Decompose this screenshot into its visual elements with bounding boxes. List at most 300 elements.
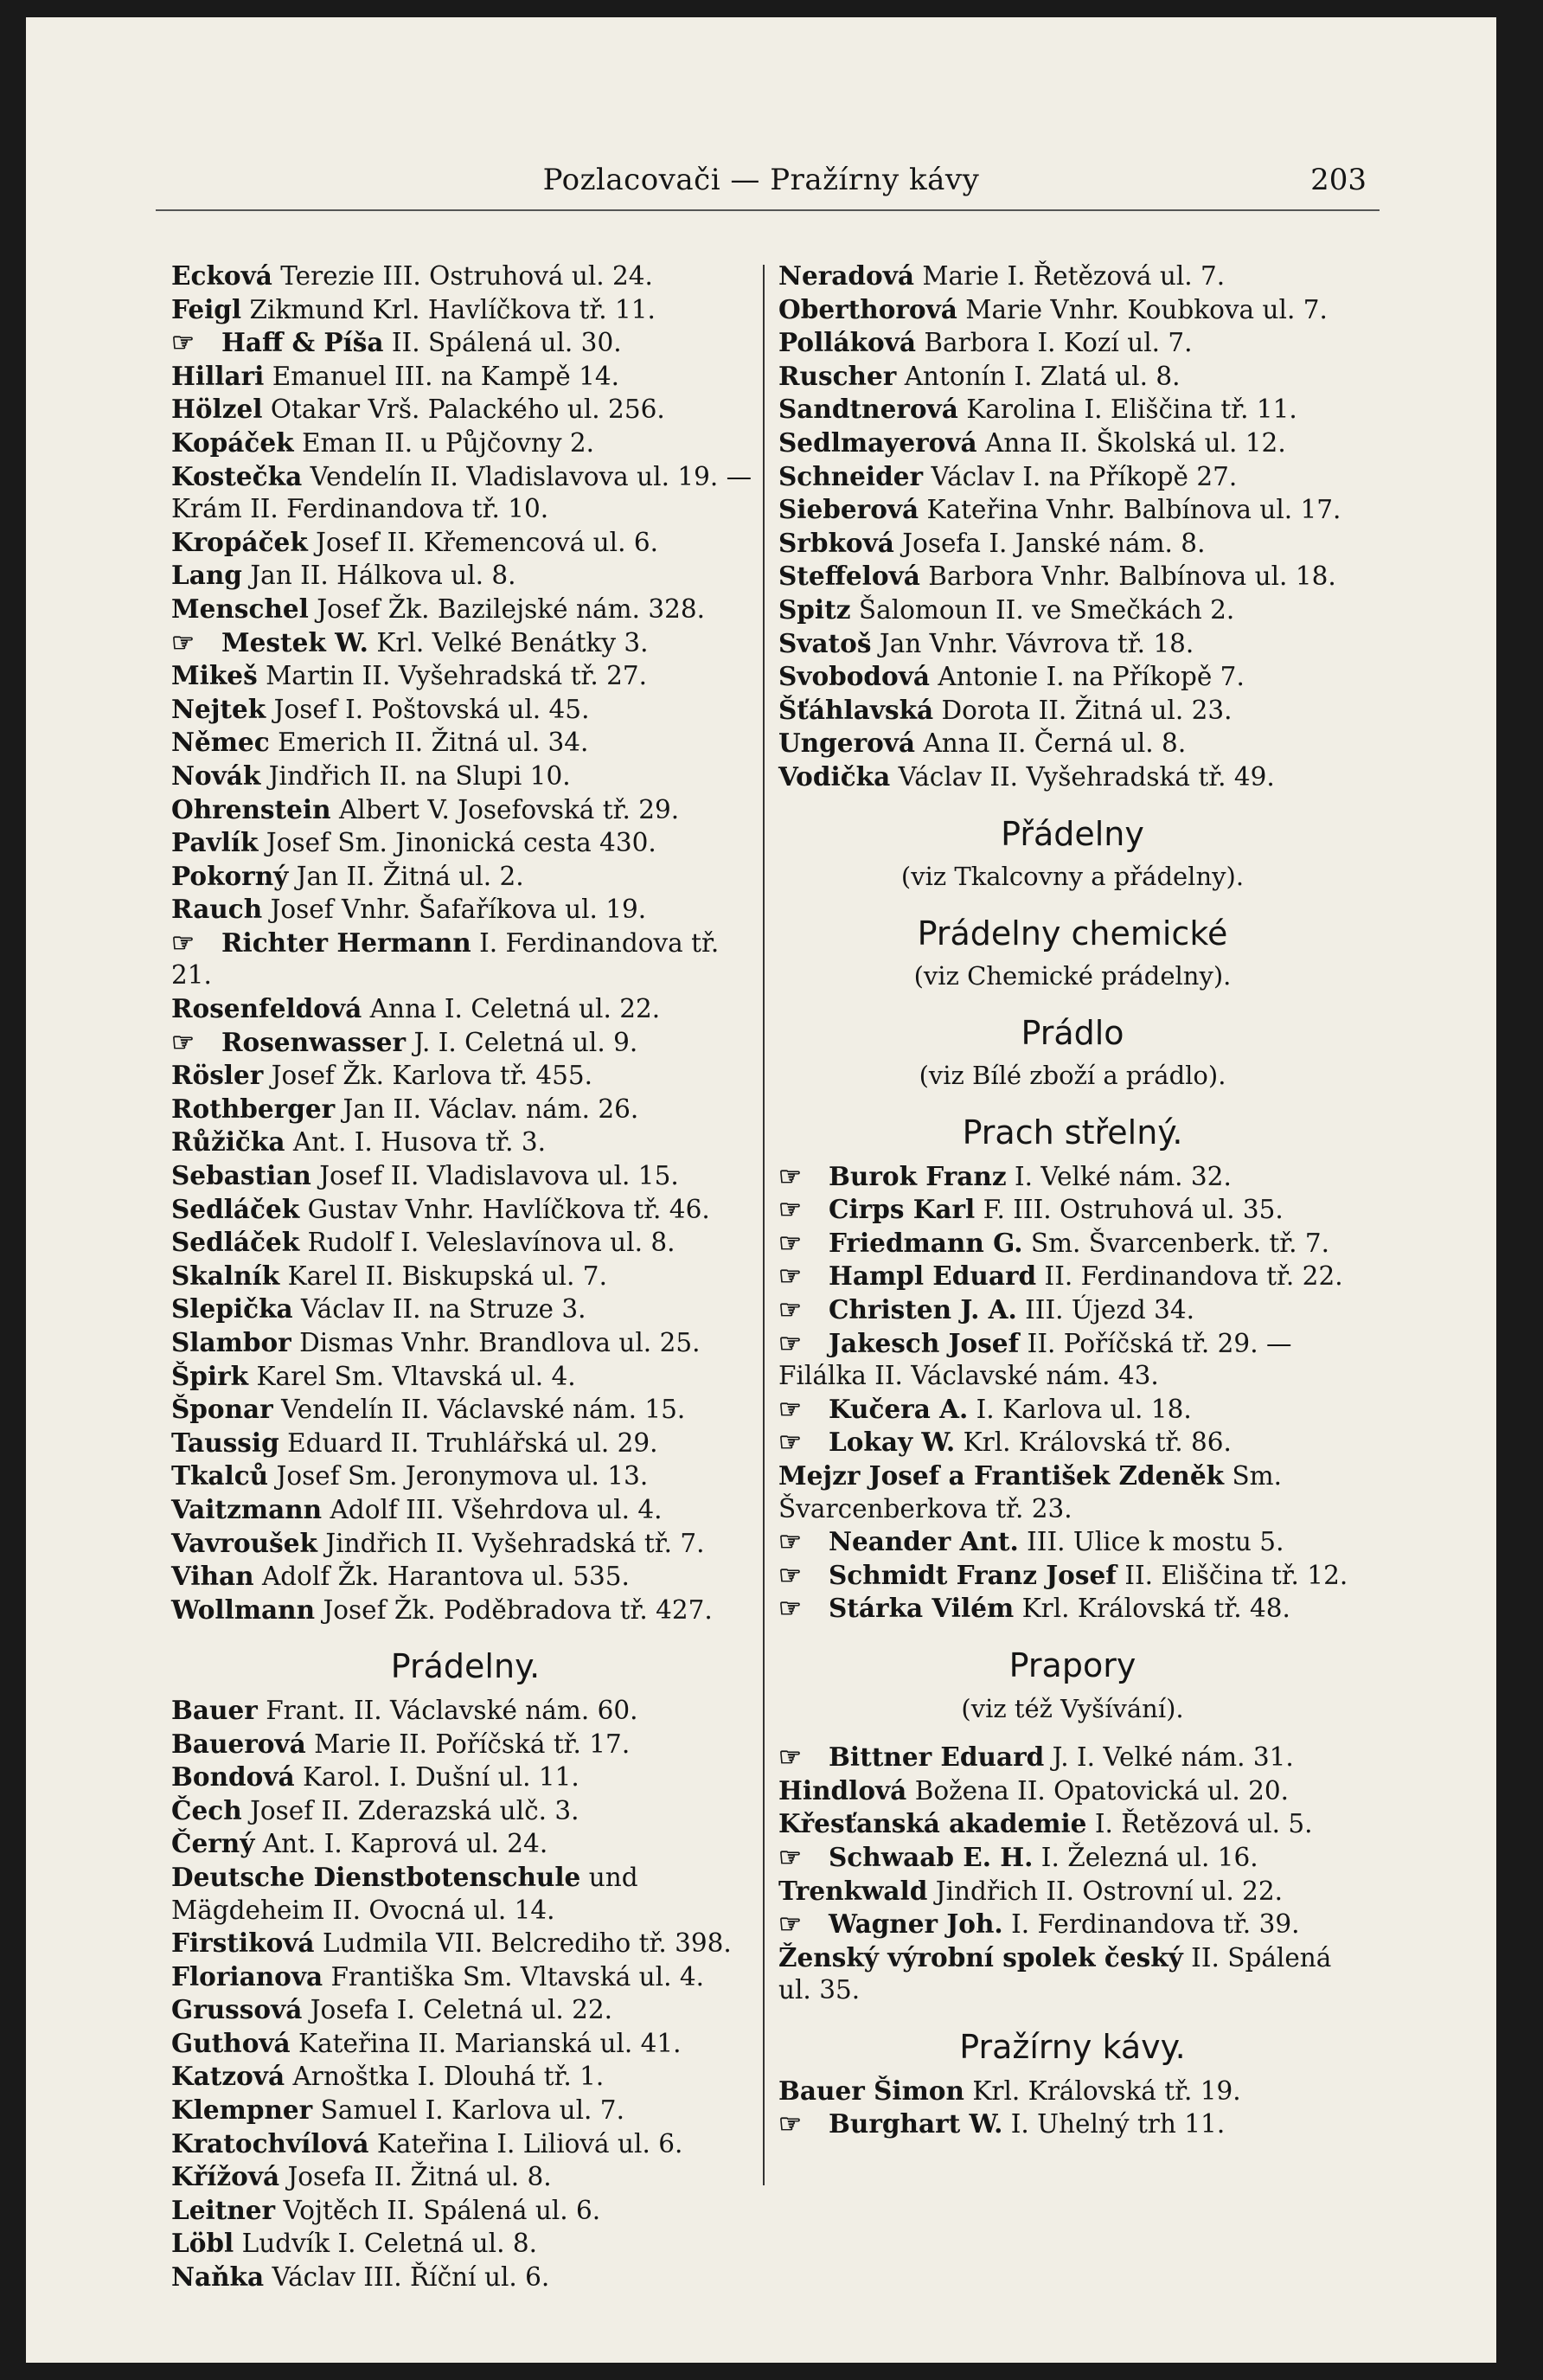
directory-entry: [778, 1459, 1367, 1525]
directory-entry: [171, 2127, 759, 2161]
entry-address: Marie I. Řetězová ul. 7.: [922, 261, 1226, 291]
entry-address: J. I. Celetná ul. 9.: [413, 1027, 638, 1057]
entry-address: Frant. II. Václavské nám. 60.: [266, 1695, 638, 1725]
entry-address: Karel Sm. Vltavská ul. 4.: [256, 1361, 576, 1391]
entry-address: Josef II. Vladislavova ul. 15.: [319, 1161, 679, 1191]
entry-name: Bauer: [171, 1694, 258, 1725]
section-heading-flags: Prapory: [1008, 1645, 1136, 1684]
entry-name: Růžička: [171, 1126, 285, 1158]
entry-name: Firstiková: [171, 1928, 315, 1959]
entry-address: I. Uhelný trh 11.: [1010, 2109, 1226, 2139]
entry-address: I. Velké nám. 32.: [1014, 1161, 1232, 1191]
entry-name: Burghart W.: [829, 2108, 1003, 2139]
entry-name: Sedlmayerová: [778, 427, 977, 458]
directory-entry: [171, 2160, 759, 2194]
entry-name: Katzová: [171, 2061, 285, 2092]
entry-name: Vodička: [778, 760, 891, 792]
entry-address: Ant. I. Kaprová ul. 24.: [262, 1829, 548, 1859]
pointing-hand-icon: ☞: [778, 1560, 802, 1591]
entry-address: III. Újezd 34.: [1025, 1295, 1195, 1325]
directory-entry: [778, 760, 1367, 794]
directory-entry: [778, 1875, 1367, 1908]
directory-entry: [171, 693, 759, 727]
section-note: (viz Bílé zboží a prádlo).: [919, 1061, 1226, 1091]
entry-name: Sedláček: [171, 1227, 300, 1258]
directory-entry: [171, 1960, 759, 1994]
directory-entry: [778, 1193, 1367, 1227]
entry-name: Hindlová: [778, 1774, 907, 1806]
entry-name: Mejzr Josef a František Zdeněk: [778, 1460, 1225, 1491]
entry-name: Christen J. A.: [829, 1294, 1017, 1325]
pointing-hand-icon: ☞: [171, 627, 195, 658]
entry-name: Friedmann G.: [829, 1227, 1023, 1258]
entry-name: Nejtek: [171, 693, 266, 724]
entry-name: Vihan: [171, 1561, 254, 1592]
header-rule: [156, 209, 1380, 211]
entry-address: Vojtěch II. Spálená ul. 6.: [283, 2195, 601, 2225]
entry-name: Haff & Píša: [221, 327, 384, 358]
entry-address: II. Spálená ul. 35.: [778, 1942, 1332, 2005]
entry-name: Ohrenstein: [171, 793, 331, 824]
entry-name: Feigl: [171, 293, 242, 324]
entry-name: Kropáček: [171, 526, 308, 557]
entry-list: [778, 1741, 1367, 2007]
entry-name: Neradová: [778, 260, 914, 291]
directory-entry: [171, 626, 759, 660]
entry-address: Josefa II. Žitná ul. 8.: [287, 2162, 552, 2192]
directory-entry: [171, 1493, 759, 1527]
page-number: 203: [1310, 163, 1367, 197]
entry-name: Stárka Vilém: [829, 1593, 1015, 1624]
entry-address: Eman II. u Půjčovny 2.: [301, 427, 595, 458]
directory-entry: [171, 1527, 759, 1561]
entry-name: Pavlík: [171, 827, 259, 858]
entry-address: Josef II. Křemencová ul. 6.: [316, 527, 658, 557]
entry-address: Kateřina Vnhr. Balbínova ul. 17.: [926, 495, 1341, 525]
entry-name: Ženský výrobní spolek český: [778, 1941, 1183, 1973]
section-note: (viz Tkalcovny a přádelny).: [900, 862, 1245, 892]
entry-name: Ungerová: [778, 728, 916, 759]
directory-entry: [778, 1426, 1367, 1459]
entry-name: Vavroušek: [171, 1527, 317, 1558]
entry-address: Emerich II. Žitná ul. 34.: [278, 728, 589, 758]
entry-address: Barbora I. Kozí ul. 7.: [924, 328, 1193, 358]
entry-name: Hillari: [171, 360, 265, 391]
entry-name: Jakesch Josef: [829, 1327, 1020, 1358]
entry-name: Tkalců: [171, 1460, 269, 1492]
directory-entry: [778, 460, 1367, 494]
entry-name: Kopáček: [171, 427, 294, 458]
entry-address: Otakar Vrš. Palackého ul. 256.: [270, 395, 665, 425]
entry-name: Sandtnerová: [778, 394, 958, 425]
directory-entry: [171, 360, 759, 394]
entry-name: Lang: [171, 560, 242, 591]
directory-entry: [171, 1560, 759, 1594]
directory-entry: [778, 1227, 1367, 1261]
entry-name: Schwaab E. H.: [829, 1841, 1034, 1872]
entry-name: Klempner: [171, 2095, 313, 2126]
entry-address: Albert V. Josefovská tř. 29.: [338, 794, 680, 824]
pointing-hand-icon: ☞: [171, 328, 195, 359]
directory-entry: [171, 992, 759, 1026]
pointing-hand-icon: ☞: [778, 1328, 802, 1359]
entry-address: Ant. I. Husova tř. 3.: [292, 1127, 547, 1158]
entry-name: Rothberger: [171, 1093, 336, 1124]
directory-entry: [171, 1126, 759, 1159]
entry-address: Karol. I. Dušní ul. 11.: [303, 1762, 579, 1793]
entry-address: Adolf Žk. Harantova ul. 535.: [261, 1562, 630, 1592]
entry-address: Krl. Velké Benátky 3.: [376, 627, 649, 658]
entry-address: Eduard II. Truhlářská ul. 29.: [287, 1427, 658, 1458]
entry-name: Ecková: [171, 260, 272, 291]
directory-entry: [778, 1807, 1367, 1841]
entry-name: Schneider: [778, 460, 924, 491]
entry-name: Neander Ant.: [829, 1526, 1019, 1557]
page-header: [26, 163, 1496, 206]
entry-name: Bondová: [171, 1761, 295, 1793]
directory-entry: [778, 560, 1367, 593]
entry-name: Slepička: [171, 1293, 293, 1325]
directory-entry: [778, 660, 1367, 694]
directory-entry: [778, 627, 1367, 661]
directory-entry: [171, 2027, 759, 2061]
section-heading-gunpowder: Prach střelný.: [962, 1113, 1183, 1152]
entry-name: Hölzel: [171, 394, 263, 425]
pointing-hand-icon: ☞: [778, 1295, 802, 1326]
entry-address: Václav II. Vyšehradská tř. 49.: [898, 761, 1275, 792]
entry-address: Terezie III. Ostruhová ul. 24.: [280, 261, 653, 291]
entry-address: II. Eliščina tř. 12.: [1124, 1560, 1348, 1590]
entry-address: I. Železná ul. 16.: [1040, 1842, 1258, 1872]
entry-name: Cirps Karl: [829, 1194, 976, 1225]
directory-entry: [171, 526, 759, 560]
directory-entry: [171, 1293, 759, 1326]
entry-address: Václav I. na Příkopě 27.: [931, 461, 1238, 491]
entry-address: Karel II. Biskupská ul. 7.: [287, 1261, 607, 1291]
directory-entry: [171, 1360, 759, 1394]
entry-address: Dorota II. Žitná ul. 23.: [941, 695, 1232, 725]
entry-name: Kučera A.: [829, 1393, 969, 1424]
directory-entry: [778, 1393, 1367, 1427]
entry-name: Oberthorová: [778, 293, 957, 324]
entry-address: Barbora Vnhr. Balbínova ul. 18.: [928, 561, 1336, 592]
left-column: [171, 260, 759, 2294]
directory-entry: [171, 393, 759, 427]
directory-entry: [171, 1427, 759, 1460]
entry-address: Ludmila VII. Belcrediho tř. 398.: [322, 1928, 732, 1959]
entry-address: Václav II. na Struze 3.: [301, 1294, 586, 1325]
entry-name: Rosenfeldová: [171, 993, 362, 1024]
pointing-hand-icon: ☞: [171, 1027, 195, 1058]
pointing-hand-icon: ☞: [778, 1909, 802, 1941]
entry-address: F. III. Ostruhová ul. 35.: [983, 1195, 1284, 1225]
directory-entry: [171, 1861, 759, 1927]
directory-entry: [171, 760, 759, 793]
entry-name: Sedláček: [171, 1193, 300, 1224]
entry-name: Rosenwasser: [221, 1026, 407, 1057]
directory-entry: [778, 1525, 1367, 1559]
entry-address: II. Spálená ul. 30.: [391, 328, 622, 358]
directory-entry: [171, 293, 759, 327]
entry-address: Krl. Královská tř. 86.: [963, 1427, 1232, 1458]
entry-name: Bauer Šimon: [778, 2075, 964, 2106]
entry-address: Jindřich II. Vyšehradská tř. 7.: [325, 1528, 705, 1558]
entry-address: Rudolf I. Veleslavínova ul. 8.: [307, 1228, 675, 1258]
directory-entry: [171, 1226, 759, 1260]
entry-address: Adolf III. Všehrdova ul. 4.: [330, 1494, 663, 1524]
entry-address: Josef Sm. Jeronymova ul. 13.: [276, 1461, 649, 1492]
directory-entry: [778, 527, 1367, 561]
directory-entry: [778, 1908, 1367, 1941]
directory-entry: [171, 593, 759, 626]
directory-entry: [778, 260, 1367, 293]
entry-name: Černý: [171, 1828, 255, 1859]
entry-address: Josef II. Zderazská ulč. 3.: [250, 1795, 579, 1825]
directory-entry: [778, 727, 1367, 760]
section-note: (viz též Vyšívání).: [961, 1693, 1184, 1723]
entry-address: Sm. Švarcenberk. tř. 7.: [1030, 1228, 1330, 1258]
directory-entry: [171, 1026, 759, 1060]
directory-entry: [171, 793, 759, 827]
entry-name: Trenkwald: [778, 1875, 928, 1906]
entry-name: Polláková: [778, 327, 916, 358]
entry-list: [778, 1160, 1367, 1626]
entry-address: Josef Žk. Bazilejské nám. 328.: [317, 593, 706, 624]
directory-entry: [171, 1326, 759, 1360]
entry-address: Šalomoun II. ve Smečkách 2.: [858, 594, 1235, 625]
directory-entry: [171, 1260, 759, 1293]
entry-name: Křížová: [171, 2161, 280, 2192]
entry-name: Florianova: [171, 1960, 323, 1992]
pointing-hand-icon: ☞: [778, 1228, 802, 1259]
entry-name: Hampl Eduard: [829, 1261, 1037, 1292]
entry-name: Šponar: [171, 1394, 273, 1425]
entry-name: Wollmann: [171, 1594, 316, 1625]
pointing-hand-icon: ☞: [778, 2109, 802, 2140]
entry-address: Arnoštka I. Dlouhá tř. 1.: [292, 2062, 605, 2092]
entry-name: Wagner Joh.: [829, 1908, 1003, 1940]
pointing-hand-icon: ☞: [778, 1842, 802, 1873]
entry-address: Jan II. Hálkova ul. 8.: [250, 561, 516, 591]
directory-entry: [778, 694, 1367, 728]
entry-address: Jan II. Žitná ul. 2.: [296, 861, 524, 891]
directory-entry: [171, 1761, 759, 1794]
directory-entry: [171, 726, 759, 760]
entry-address: Kateřina I. Liliová ul. 6.: [376, 2128, 683, 2159]
section-heading-chemical-laundries: Prádelny chemické: [917, 914, 1228, 953]
entry-address: Zikmund Krl. Havlíčkova tř. 11.: [249, 294, 656, 324]
entry-name: Šťáhlavská: [778, 694, 934, 725]
entry-address: Jan Vnhr. Vávrova tř. 18.: [879, 628, 1194, 658]
directory-entry: [778, 293, 1367, 327]
page: [26, 17, 1496, 2363]
entry-address: III. Ulice k mostu 5.: [1027, 1527, 1284, 1557]
entry-address: Václav III. Říční ul. 6.: [272, 2262, 550, 2293]
directory-entry: [171, 1993, 759, 2027]
entry-name: Naňka: [171, 2261, 265, 2293]
entry-address: II. Poříčská tř. 29. — Filálka II. Václavské nám. 43.: [778, 1328, 1292, 1391]
directory-entry: [171, 893, 759, 927]
entry-address: Marie Vnhr. Koubkova ul. 7.: [965, 294, 1328, 324]
entry-address: Josef I. Poštovská ul. 45.: [273, 694, 590, 724]
entry-list: [778, 2075, 1367, 2141]
directory-entry: [778, 1592, 1367, 1626]
entry-address: I. Ferdinandova tř. 39.: [1011, 1909, 1300, 1940]
directory-entry: [778, 2075, 1367, 2108]
entry-name: Grussová: [171, 1994, 303, 2025]
entry-address: I. Karlova ul. 18.: [976, 1394, 1192, 1424]
entry-name: Löbl: [171, 2228, 234, 2259]
entry-address: Anna II. Školská ul. 12.: [985, 427, 1286, 458]
directory-entry: [171, 2261, 759, 2294]
entry-name: Mikeš: [171, 660, 258, 691]
directory-entry: [171, 2194, 759, 2228]
entry-name: Křesťanská akademie: [778, 1808, 1087, 1839]
entry-address: Anna I. Celetná ul. 22.: [369, 994, 661, 1024]
directory-entry: [171, 2227, 759, 2261]
directory-entry: [171, 2094, 759, 2127]
entry-address: Jindřich II. Ostrovní ul. 22.: [935, 1876, 1284, 1906]
entry-name: Kratochvílová: [171, 2127, 369, 2159]
entry-address: J. I. Velké nám. 31.: [1052, 1742, 1294, 1773]
entry-name: Mestek W.: [221, 626, 368, 658]
directory-entry: [171, 1193, 759, 1227]
entry-address: Josef Žk. Poděbradova tř. 427.: [323, 1594, 713, 1625]
directory-entry: [171, 1927, 759, 1960]
entry-address: und Mägdeheim II. Ovocná ul. 14.: [171, 1862, 638, 1925]
section-heading-pradelny: Prádelny.: [390, 1647, 541, 1686]
section-note: (viz Chemické prádelny).: [913, 961, 1232, 991]
entry-name: Bauerová: [171, 1728, 306, 1759]
directory-entry: [171, 427, 759, 460]
entry-name: Pokorný: [171, 860, 289, 891]
directory-entry: [778, 493, 1367, 527]
entry-name: Novák: [171, 760, 261, 791]
directory-entry: [778, 427, 1367, 460]
directory-entry: [778, 1741, 1367, 1774]
directory-entry: [171, 1728, 759, 1761]
entry-address: Karolina I. Eliščina tř. 11.: [966, 395, 1297, 425]
entry-address: Josef Žk. Karlova tř. 455.: [271, 1061, 593, 1091]
column-rule: [763, 265, 765, 2185]
directory-entry: [171, 1059, 759, 1093]
directory-entry: [778, 1774, 1367, 1808]
entry-name: Steffelová: [778, 561, 920, 592]
entry-address: Krl. Královská tř. 48.: [1021, 1594, 1290, 1624]
entry-name: Leitner: [171, 2194, 276, 2225]
directory-entry: [778, 326, 1367, 360]
entry-address: Anna II. Černá ul. 8.: [923, 728, 1187, 759]
pointing-hand-icon: ☞: [778, 1427, 802, 1459]
pointing-hand-icon: ☞: [778, 1195, 802, 1226]
pointing-hand-icon: ☞: [778, 1594, 802, 1625]
entry-address: Antonín I. Zlatá ul. 8.: [904, 361, 1181, 391]
section-heading-coffee-roasters: Pražírny kávy.: [959, 2027, 1186, 2066]
entry-address: Krl. Královská tř. 19.: [972, 2075, 1241, 2106]
entry-name: Kostečka: [171, 460, 303, 491]
entry-name: Menschel: [171, 593, 309, 624]
directory-entry: [171, 1393, 759, 1427]
directory-entry: [778, 1160, 1367, 1194]
directory-entry: [778, 1260, 1367, 1293]
directory-entry: [171, 1093, 759, 1126]
directory-entry: [171, 260, 759, 293]
directory-entry: [778, 393, 1367, 427]
entry-address: Františka Sm. Vltavská ul. 4.: [330, 1961, 704, 1992]
entry-address: Josef Vnhr. Šafaříkova ul. 19.: [270, 895, 647, 925]
directory-entry: [171, 1694, 759, 1728]
entry-address: I. Řetězová ul. 5.: [1094, 1809, 1313, 1839]
directory-entry: [778, 1941, 1367, 2007]
pointing-hand-icon: ☞: [778, 1261, 802, 1293]
directory-entry: [171, 659, 759, 693]
directory-entry: [778, 360, 1367, 394]
section-heading-spinning-mills: Přádelny: [1001, 814, 1144, 853]
running-title: Pozlacovači — Pražírny kávy: [542, 163, 980, 197]
directory-entry: [778, 1559, 1367, 1593]
entry-name: Taussig: [171, 1427, 279, 1458]
entry-list: [171, 1694, 759, 2294]
directory-entry: [171, 559, 759, 593]
entry-address: Samuel I. Karlova ul. 7.: [320, 2095, 624, 2126]
directory-entry: [171, 1459, 759, 1493]
entry-address: Dismas Vnhr. Brandlova ul. 25.: [299, 1328, 701, 1357]
directory-entry: [171, 460, 759, 526]
entry-name: Čech: [171, 1794, 242, 1825]
entry-address: Vendelín II. Václavské nám. 15.: [281, 1395, 686, 1425]
entry-name: Slambor: [171, 1327, 291, 1357]
pointing-hand-icon: ☞: [778, 1161, 802, 1192]
directory-entry: [171, 1594, 759, 1627]
entry-name: Burok Franz: [829, 1160, 1007, 1191]
entry-address: Vendelín II. Vladislavova ul. 19. — Krám II. Ferdinandova tř. 10.: [171, 461, 752, 524]
directory-entry: [778, 2107, 1367, 2141]
entry-address: Božena II. Opatovická ul. 20.: [914, 1775, 1289, 1806]
entry-address: Antonie I. na Příkopě 7.: [938, 662, 1245, 692]
entry-name: Rauch: [171, 894, 263, 925]
entry-name: Rösler: [171, 1060, 264, 1091]
entry-name: Sebastian: [171, 1160, 311, 1191]
entry-name: Lokay W.: [829, 1427, 956, 1458]
entry-name: Svatoš: [778, 627, 872, 658]
pointing-hand-icon: ☞: [778, 1394, 802, 1425]
entry-address: II. Ferdinandova tř. 22.: [1044, 1261, 1343, 1292]
entry-list: [778, 260, 1367, 794]
directory-entry: [171, 927, 759, 992]
entry-address: Josefa I. Celetná ul. 22.: [310, 1995, 613, 2025]
entry-list: [171, 260, 759, 1626]
entry-address: Sm. Švarcenberkova tř. 23.: [778, 1461, 1283, 1524]
entry-address: Marie II. Poříčská tř. 17.: [314, 1729, 631, 1759]
entry-address: Gustav Vnhr. Havlíčkova tř. 46.: [307, 1194, 710, 1224]
entry-name: Guthová: [171, 2027, 291, 2058]
entry-name: Deutsche Dienstbotenschule: [171, 1861, 581, 1892]
entry-name: Svobodová: [778, 661, 930, 692]
entry-address: Martin II. Vyšehradská tř. 27.: [266, 661, 648, 691]
section-heading-linen: Prádlo: [1021, 1013, 1124, 1052]
directory-entry: [778, 1841, 1367, 1875]
entry-name: Spitz: [778, 593, 851, 625]
entry-address: Josef Sm. Jinonická cesta 430.: [266, 828, 656, 858]
entry-name: Bittner Eduard: [829, 1742, 1045, 1773]
entry-name: Špirk: [171, 1360, 249, 1391]
entry-name: Srbková: [778, 527, 894, 558]
directory-entry: [171, 1794, 759, 1828]
directory-entry: [171, 326, 759, 360]
directory-entry: [171, 1827, 759, 1861]
entry-address: Emanuel III. na Kampě 14.: [272, 361, 620, 391]
right-column: [778, 260, 1367, 2141]
